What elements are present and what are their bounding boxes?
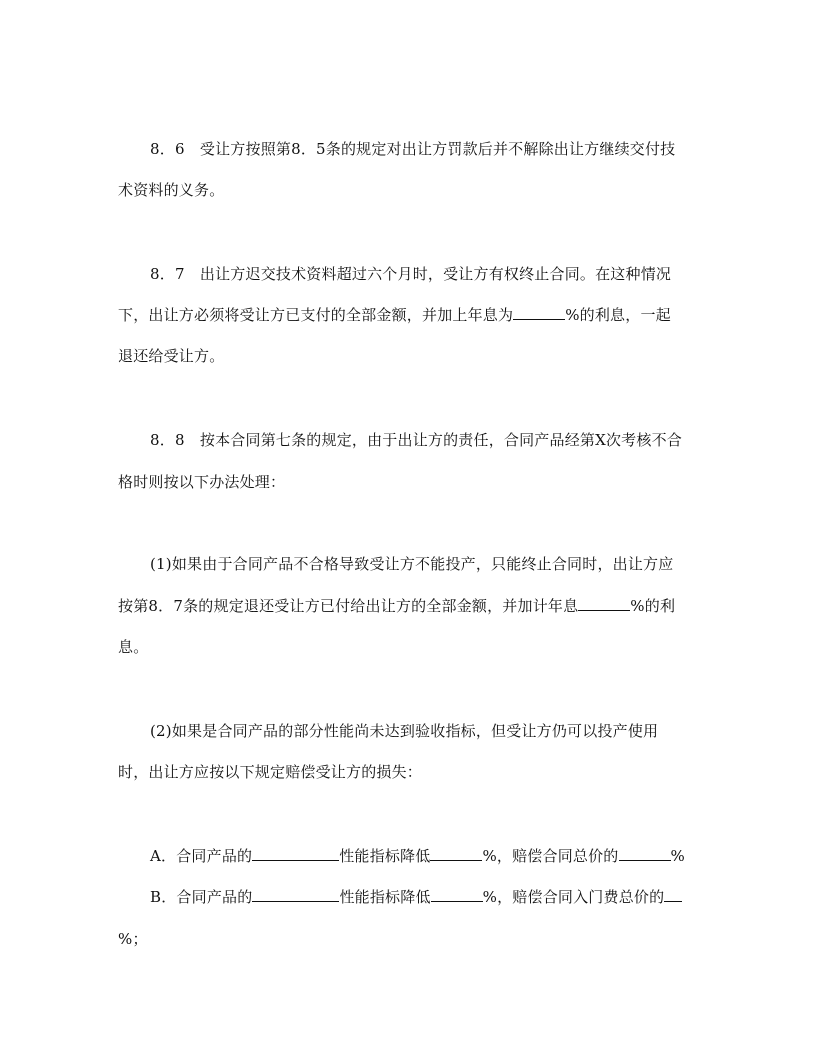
item-a-line <box>150 846 685 866</box>
para-8-6-line-1: 8．6 受让方按照第8．5条的规定对出让方罚款后并不解除出让方继续交付技 <box>150 140 676 158</box>
item-a-text-1: A．合同产品的 <box>150 847 253 865</box>
item-a-text-4: % <box>670 847 685 865</box>
item-2-line-1: (2)如果是合同产品的部分性能尚未达到验收指标，但受让方仍可以投产使用 <box>150 722 659 740</box>
item-b-indicator-blank <box>252 887 339 902</box>
item-1-line-2-tail: %的利 <box>630 597 676 615</box>
para-8-7-line-3: 退还给受让方。 <box>118 347 225 365</box>
item-2-line-2: 时，出让方应按以下规定赔偿受让方的损失： <box>118 763 423 781</box>
item-a-indicator-blank <box>252 846 339 861</box>
interest-rate-blank <box>513 305 565 320</box>
item-b-decrease-blank <box>431 887 483 902</box>
item-a-decrease-blank <box>430 846 482 861</box>
item-a-text-2: 性能指标降低 <box>339 847 431 865</box>
para-8-7-line-2 <box>118 305 671 325</box>
item-b-text-1: B．合同产品的 <box>150 888 253 906</box>
item-b-text-3: %，赔偿合同入门费总价的 <box>482 888 665 906</box>
para-8-7-line-2-text: 下，出让方必须将受让方已支付的全部金额，并加上年息为 <box>118 306 514 324</box>
item-1-line-1: (1)如果由于合同产品不合格导致受让方不能投产，只能终止合同时，出让方应 <box>150 555 674 573</box>
item-b-line-1 <box>150 887 682 907</box>
item-1-line-2 <box>118 596 675 616</box>
item-b-compensation-blank <box>664 887 682 902</box>
item-b-text-2: 性能指标降低 <box>339 888 431 906</box>
para-8-8-line-2: 格时则按以下办法处理： <box>118 473 286 491</box>
item-1-line-3: 息。 <box>118 638 149 656</box>
item-a-compensation-blank <box>619 846 671 861</box>
annual-interest-blank <box>578 596 630 611</box>
item-a-text-3: %，赔偿合同总价的 <box>482 847 619 865</box>
item-1-line-2-text: 按第8．7条的规定退还受让方已付给出让方的全部金额，并加计年息 <box>118 597 579 615</box>
item-b-line-2: %； <box>118 930 148 948</box>
para-8-8-line-1: 8．8 按本合同第七条的规定，由于出让方的责任，合同产品经第X次考核不合 <box>150 431 682 449</box>
para-8-6-line-2: 术资料的义务。 <box>118 181 225 199</box>
para-8-7-line-1: 8．7 出让方迟交技术资料超过六个月时，受让方有权终止合同。在这种情况 <box>150 265 672 283</box>
para-8-7-line-2-tail: %的利息，一起 <box>565 306 671 324</box>
